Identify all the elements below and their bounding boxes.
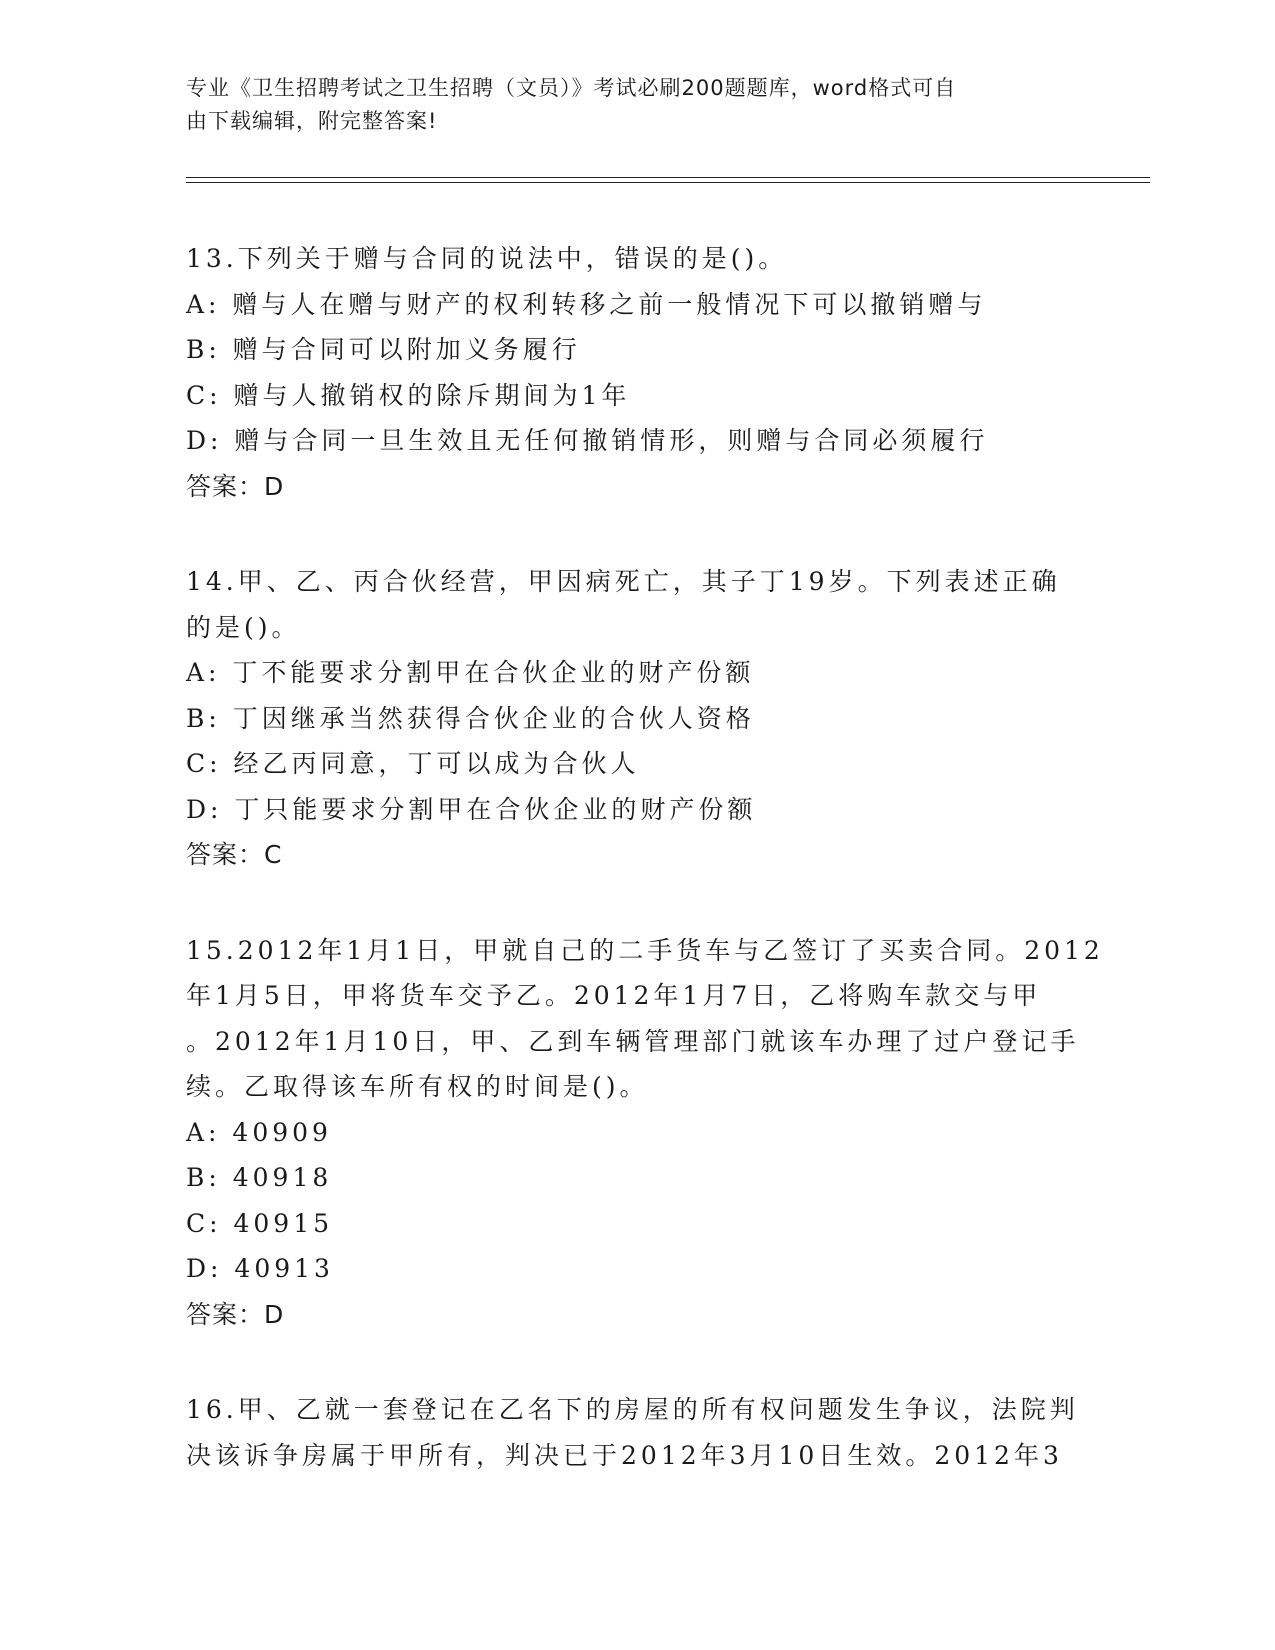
question-stem: 年1月5日，甲将货车交予乙。2012年1月7日，乙将购车款交与甲 — [186, 981, 1042, 1010]
question-16 — [186, 1387, 1086, 1478]
option-a: A: 赠与人在赠与财产的权利转移之前一般情况下可以撤销赠与 — [186, 289, 987, 319]
question-stem: 15.2012年1月1日，甲就自己的二手货车与乙签订了买卖合同。2012 — [186, 935, 1104, 965]
header-line-1: 专业《卫生招聘考试之卫生招聘（文员）》考试必刷200题题库，word格式可自 — [186, 76, 957, 100]
header-divider-bottom — [186, 182, 1150, 183]
question-stem: 的是()。 — [186, 612, 301, 642]
option-d: D: 40913 — [186, 1254, 334, 1283]
question-stem: 。2012年1月10日，甲、乙到车辆管理部门就该车办理了过户登记手 — [186, 1026, 1080, 1056]
question-stem: 14.甲、乙、丙合伙经营，甲因病死亡，其子丁19岁。下列表述正确 — [186, 567, 1061, 596]
option-b: B: 赠与合同可以附加义务履行 — [186, 335, 581, 364]
option-c: C: 经乙丙同意，丁可以成为合伙人 — [186, 749, 640, 778]
question-stem: 续。乙取得该车所有权的时间是()。 — [186, 1072, 649, 1101]
answer-line: 答案：C — [186, 840, 283, 869]
option-d: D: 赠与合同一旦生效且无任何撤销情形，则赠与合同必须履行 — [186, 426, 989, 455]
question-15 — [186, 928, 1104, 1338]
option-a: A: 丁不能要求分割甲在合伙企业的财产份额 — [186, 658, 755, 687]
header-divider-top — [186, 177, 1150, 178]
option-b: B: 丁因继承当然获得合伙企业的合伙人资格 — [186, 703, 755, 733]
option-c: C: 40915 — [186, 1208, 334, 1238]
question-stem: 16.甲、乙就一套登记在乙名下的房屋的所有权问题发生争议，法院判 — [186, 1395, 1079, 1424]
answer-line: 答案：D — [186, 471, 285, 501]
question-stem: 决该诉争房属于甲所有，判决已于2012年3月10日生效。2012年3 — [186, 1440, 1063, 1470]
question-13 — [186, 236, 1086, 509]
document-header — [186, 72, 1066, 138]
header-line-2: 由下载编辑，附完整答案! — [186, 109, 438, 133]
question-list — [186, 236, 1104, 1528]
option-c: C: 赠与人撤销权的除斥期间为1年 — [186, 380, 631, 410]
question-stem: 13.下列关于赠与合同的说法中，错误的是()。 — [186, 244, 788, 273]
option-a: A: 40909 — [186, 1117, 332, 1147]
answer-line: 答案：D — [186, 1299, 285, 1329]
question-14 — [186, 559, 1086, 878]
option-d: D: 丁只能要求分割甲在合伙企业的财产份额 — [186, 794, 757, 824]
option-b: B: 40918 — [186, 1163, 333, 1192]
